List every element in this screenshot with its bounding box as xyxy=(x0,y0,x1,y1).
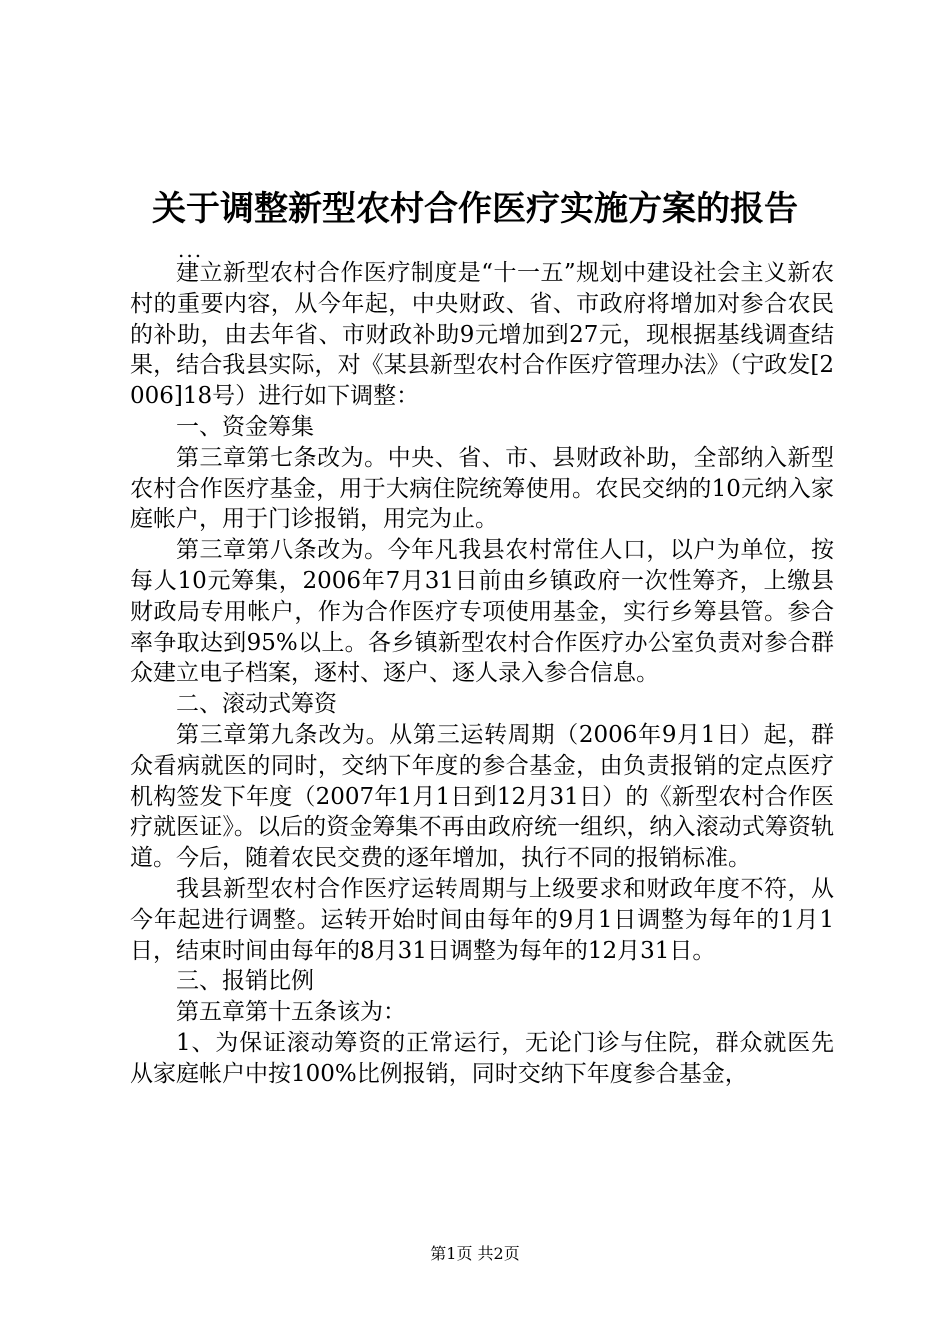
paragraph-intro: 建立新型农村合作医疗制度是“十一五”规划中建设社会主义新农村的重要内容，从今年起，中央财政、省、市政府将增加对参合农民的补助，由去年省、市财政补助9元增加到27元，现根据基线调查结果，结合我县实际，对《某县新型农村合作医疗管理办法》（宁政发[2006]18号）进行如下调整： xyxy=(130,260,834,410)
document-title: 关于调整新型农村合作医疗实施方案的报告 xyxy=(152,189,798,229)
section-heading-funding: 一、资金筹集 xyxy=(176,413,314,440)
paragraph-cycle-adjustment: 我县新型农村合作医疗运转周期与上级要求和财政年度不符，从今年起进行调整。运转开始时间由每年的9月1日调整为每年的1月1日，结束时间由每年的8月31日调整为每年的12月31日。 xyxy=(130,875,834,964)
section-heading-rolling-funding: 二、滚动式筹资 xyxy=(176,691,337,718)
page-number-footer: 第1页 共2页 xyxy=(430,1244,520,1263)
document-body xyxy=(130,258,834,1090)
ellipsis-mark: ... xyxy=(178,238,204,262)
paragraph-article-8: 第三章第八条改为。今年凡我县农村常住人口，以户为单位，按每人10元筹集，2006年7月31日前由乡镇政府一次性筹齐，上缴县财政局专用帐户，作为合作医疗专项使用基金，实行乡筹县管。参合率争取达到95%以上。各乡镇新型农村合作医疗办公室负责对参合群众建立电子档案，逐村、逐户、逐人录入参合信息。 xyxy=(130,537,834,687)
paragraph-article-9: 第三章第九条改为。从第三运转周期（2006年9月1日）起，群众看病就医的同时，交纳下年度的参合基金，由负责报销的定点医疗机构签发下年度（2007年1月1日到12月31日）的《新型农村合作医疗就医证》。以后的资金筹集不再由政府统一组织，纳入滚动式筹资轨道。今后，随着农民交费的逐年增加，执行不同的报销标准。 xyxy=(130,721,834,872)
section-heading-reimbursement: 三、报销比例 xyxy=(176,968,314,995)
paragraph-article-7: 第三章第七条改为。中央、省、市、县财政补助，全部纳入新型农村合作医疗基金，用于大病住院统筹使用。农民交纳的10元纳入家庭帐户，用于门诊报销，用完为止。 xyxy=(130,444,834,533)
subheading-article-15: 第五章第十五条该为： xyxy=(176,999,406,1026)
paragraph-item-1: 1、为保证滚动筹资的正常运行，无论门诊与住院，群众就医先从家庭帐户中按100%比例报销，同时交纳下年度参合基金， xyxy=(130,1029,834,1087)
